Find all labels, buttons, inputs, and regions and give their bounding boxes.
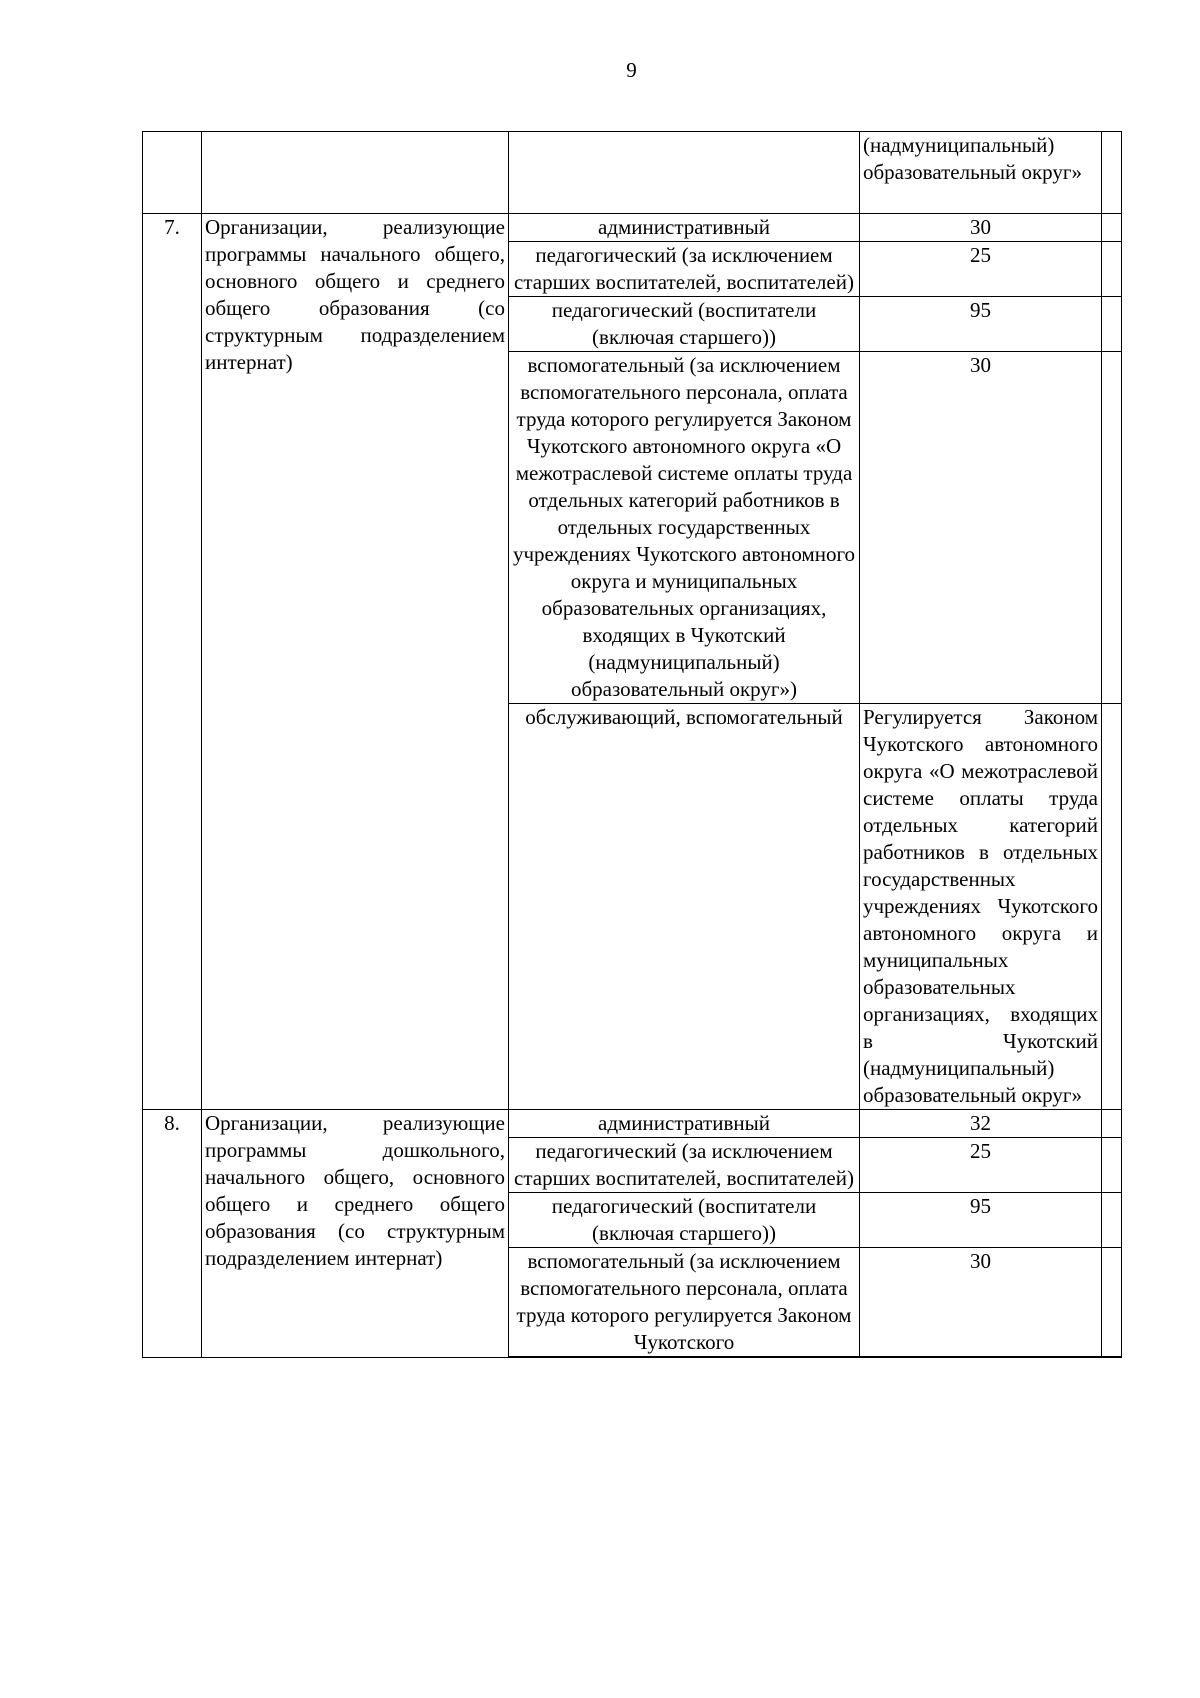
table-row-continuation <box>143 132 1122 214</box>
extra-cell <box>1102 1193 1122 1248</box>
value-cell: (надмуниципальный) образовательный округ» <box>860 132 1102 214</box>
staff-category: обслуживающий, вспомогательный <box>509 704 860 1110</box>
ratio-value: 30 <box>860 214 1102 242</box>
staff-category: педагогический (воспитатели (включая старшего)) <box>509 1193 860 1248</box>
ratio-value: 32 <box>860 1110 1102 1138</box>
staff-ratio-table <box>142 131 1122 1358</box>
extra-cell <box>1102 1110 1122 1138</box>
ratio-value: Регулируется Законом Чукотского автономного округа «О межотраслевой системе оплаты труда отдельных категорий работников в отдельных государственных учреждениях Чукотского автономного округа и муниципальных образовательных организациях, входящих в Чукотский (надмуниципальный) образовательный округ» <box>860 704 1102 1110</box>
ratio-value: 25 <box>860 1138 1102 1193</box>
ratio-value: 25 <box>860 242 1102 297</box>
extra-cell <box>1102 1248 1122 1358</box>
extra-cell <box>1102 242 1122 297</box>
ratio-value: 95 <box>860 1193 1102 1248</box>
section-number: 7. <box>143 214 202 1110</box>
organization-name: Организации, реализующие программы дошкольного, начального общего, основного общего и среднего общего образования (со структурным подразделением интернат) <box>202 1110 509 1358</box>
category-cell <box>509 132 860 214</box>
staff-category: педагогический (за исключением старших воспитателей, воспитателей) <box>509 242 860 297</box>
extra-cell <box>1102 132 1122 214</box>
staff-category: административный <box>509 1110 860 1138</box>
org-cell <box>202 132 509 214</box>
extra-cell <box>1102 704 1122 1110</box>
staff-category: педагогический (за исключением старших воспитателей, воспитателей) <box>509 1138 860 1193</box>
ratio-value: 30 <box>860 1248 1102 1358</box>
staff-category: вспомогательный (за исключением вспомогательного персонала, оплата труда которого регулируется Законом Чукотского <box>509 1248 860 1358</box>
organization-name: Организации, реализующие программы начального общего, основного общего и среднего общего образования (со структурным подразделением интернат) <box>202 214 509 1110</box>
staff-category: вспомогательный (за исключением вспомогательного персонала, оплата труда которого регулируется Законом Чукотского автономного округа «О межотраслевой системе оплаты труда отдельных категорий работников в отдельных государственных учреждениях Чукотского автономного округа и муниципальных образовательных организациях, входящих в Чукотский (надмуниципальный) образовательный округ») <box>509 352 860 704</box>
table-row <box>143 214 1122 242</box>
extra-cell <box>1102 297 1122 352</box>
extra-cell <box>1102 352 1122 704</box>
num-cell <box>143 132 202 214</box>
staff-category: педагогический (воспитатели (включая старшего)) <box>509 297 860 352</box>
page-number: 9 <box>626 58 637 82</box>
staff-category: административный <box>509 214 860 242</box>
extra-cell <box>1102 1138 1122 1193</box>
ratio-value: 30 <box>860 352 1102 704</box>
table-row <box>143 1110 1122 1138</box>
ratio-value: 95 <box>860 297 1102 352</box>
extra-cell <box>1102 214 1122 242</box>
section-number: 8. <box>143 1110 202 1358</box>
